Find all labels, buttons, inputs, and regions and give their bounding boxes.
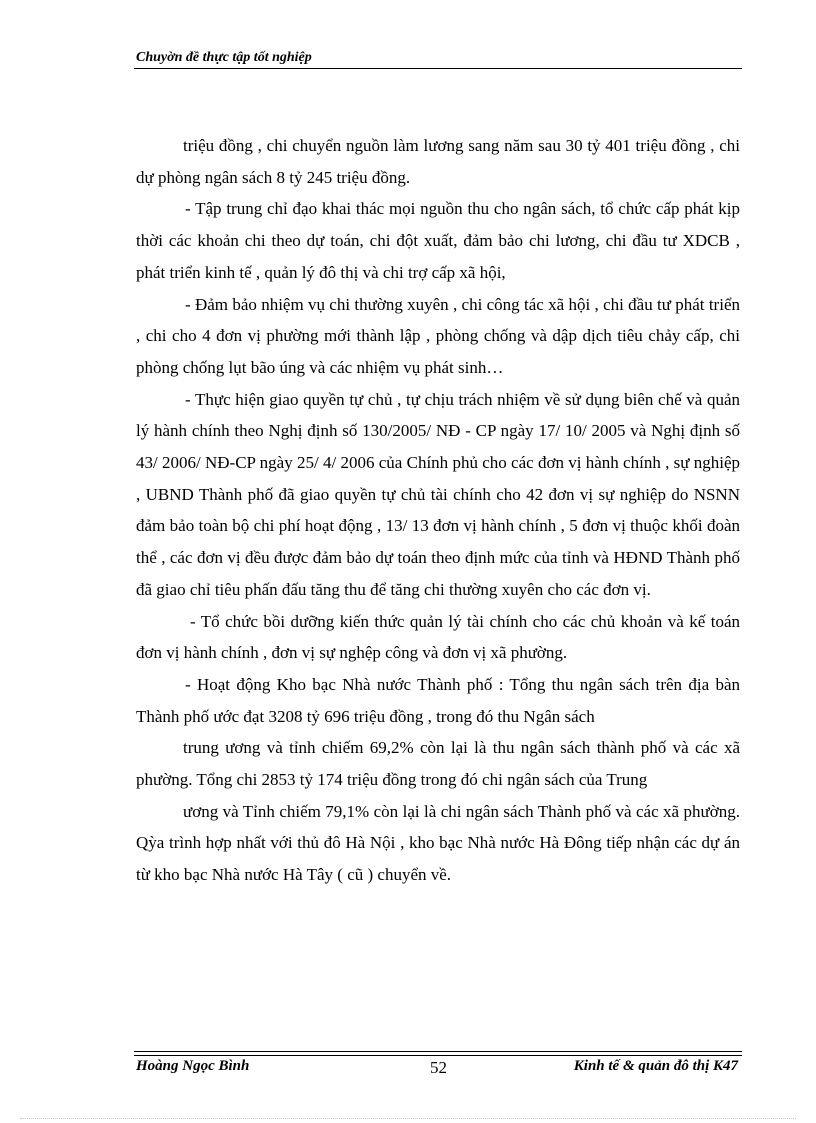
paragraph-1: triệu đồng , chi chuyển nguồn làm lương sang năm sau 30 tỷ 401 triệu đồng , chi dự phòng ngân sách 8 tỷ 245 triệu đồng. (136, 136, 740, 187)
paragraph-7: trung ương và tỉnh chiếm 69,2% còn lại là thu ngân sách thành phố và các xã phường. Tổng chi 2853 tỷ 174 triệu đồng trong đó chi ngân sách của Trung (136, 738, 740, 790)
document-body (136, 130, 740, 891)
footer-divider-top (134, 1051, 742, 1052)
paragraph-2: - Tập trung chỉ đạo khai thác mọi nguồn thu cho ngân sách, tổ chức cấp phát kịp thời các khoản chi theo dự toán, chi đột xuất, đảm bảo chi lương, chi đầu tư XDCB , phát triển kinh tế , quản lý đô thị và chi trợ cấp xã hội, (136, 199, 740, 282)
page-footer (136, 1058, 740, 1080)
paragraph-3: - Đảm bảo nhiệm vụ chi thường xuyên , chi công tác xã hội , chi đầu tư phát triển , chi cho 4 đơn vị phường mới thành lập , phòng chống và dập dịch tiêu chảy cấp, chi phòng chống lụt bão úng và các nhiệm vụ phát sinh… (136, 294, 740, 377)
page-header-title: Chuyờn đề thực tập tốt nghiệp (136, 50, 312, 65)
paragraph-4: - Thực hiện giao quyền tự chủ , tự chịu trách nhiệm về sử dụng biên chế và quản lý hành chính theo Nghị định số 130/2005/ NĐ - CP ngày 17/ 10/ 2005 và Nghị định số 43/ 2006/ NĐ-CP ngày 25/ 4/ 2006 của Chính phủ cho các đơn vị hành chính , sự nghiệp , UBND Thành phố đã giao quyền tự chủ tài chính cho 42 đơn vị sự nghiệp do NSNN đảm bảo toàn bộ chi phí hoạt động , 13/ 13 đơn vị hành chính , 5 đơn vị thuộc khối đoàn thể , các đơn vị đều được đảm bảo dự toán theo định mức của tỉnh và HĐND Thành phố đã giao chỉ tiêu phấn đấu tăng thu để tăng chi thường xuyên cho các đơn vị. (136, 389, 740, 599)
header-divider (134, 68, 742, 69)
page-edge-divider (20, 1118, 796, 1119)
footer-class-info: Kinh tế & quản đô thị K47 (573, 1058, 738, 1074)
footer-divider-bottom (134, 1055, 742, 1056)
paragraph-8: ương và Tỉnh chiếm 79,1% còn lại là chi ngân sách Thành phố và các xã phường. Qỳa trình hợp nhất với thủ đô Hà Nội , kho bạc Nhà nước Hà Đông tiếp nhận các dự án từ kho bạc Nhà nước Hà Tây ( cũ ) chuyển về. (136, 801, 740, 885)
paragraph-5: - Tổ chức bồi dưỡng kiến thức quản lý tài chính cho các chủ khoản và kế toán đơn vị hành chính , đơn vị sự nghệp công và đơn vị xã phường. (136, 611, 740, 663)
footer-author: Hoàng Ngọc Bình (136, 1058, 250, 1074)
paragraph-6: - Hoạt động Kho bạc Nhà nước Thành phố : Tổng thu ngân sách trên địa bàn Thành phố ước đạt 3208 tỷ 696 triệu đồng , trong đó thu Ngân sách (136, 674, 740, 726)
page-number: 52 (430, 1058, 447, 1077)
